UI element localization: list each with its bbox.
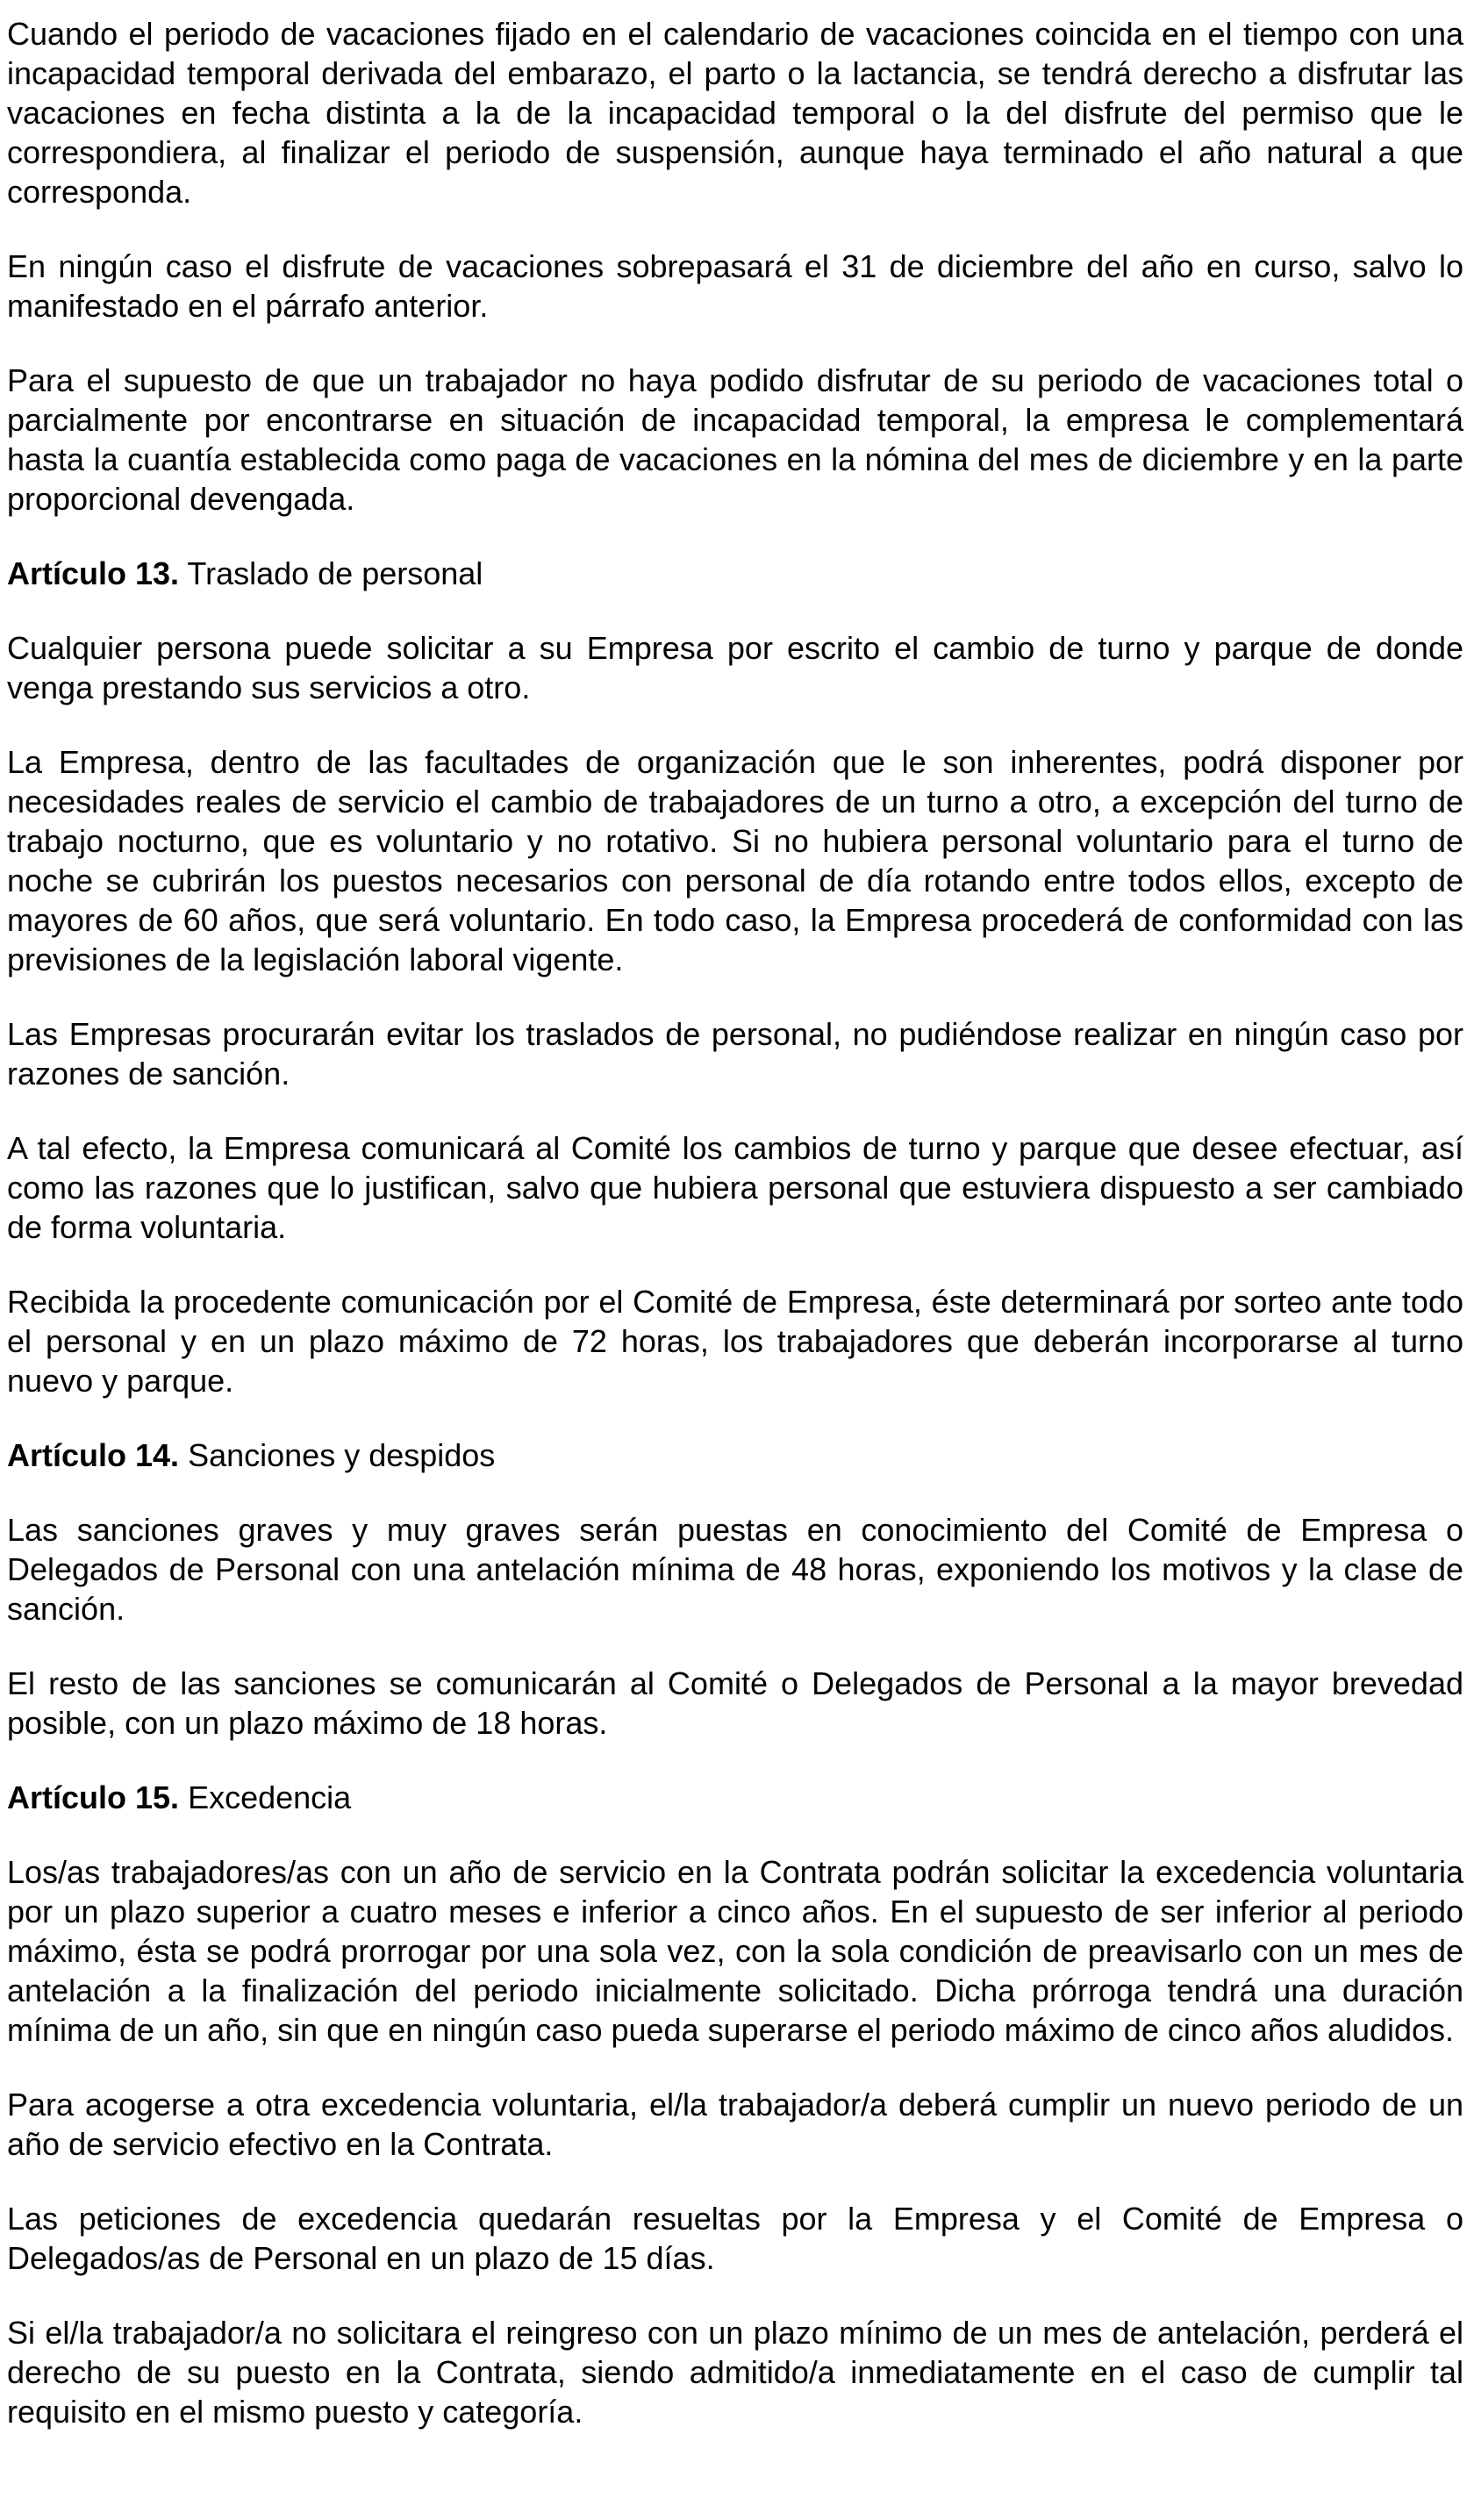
article-title: Excedencia xyxy=(188,1779,352,1815)
paragraph: Las peticiones de excedencia quedarán resueltas por la Empresa y el Comité de Empresa o Delegados/as de Personal en un plazo de 15 días. xyxy=(7,2201,1463,2276)
paragraph: Cuando el periodo de vacaciones fijado en el calendario de vacaciones coincida en el tiempo con una incapacidad temporal derivada del embarazo, el parto o la lactancia, se tendrá derecho a disfrutar las vacaciones en fecha distinta a la de la incapacidad temporal o la del disfrute del permiso que le correspondiera, al finalizar el periodo de suspensión, aunque haya terminado el año natural a que corresponda. xyxy=(7,16,1463,210)
paragraph: Las sanciones graves y muy graves serán puestas en conocimiento del Comité de Empresa o Delegados de Personal con una antelación mínima de 48 horas, exponiendo los motivos y la clase de sanción. xyxy=(7,1512,1463,1627)
paragraph: La Empresa, dentro de las facultades de organización que le son inherentes, podrá disponer por necesidades reales de servicio el cambio de trabajadores de un turno a otro, a excepción del turno de trabajo nocturno, que es voluntario y no rotativo. Si no hubiera personal voluntario para el turno de noche se cubrirán los puestos necesarios con personal de día rotando entre todos ellos, excepto de mayores de 60 años, que será voluntario. En todo caso, la Empresa procederá de conformidad con las previsiones de la legislación laboral vigente. xyxy=(7,744,1463,977)
paragraph: Si el/la trabajador/a no solicitara el reingreso con un plazo mínimo de un mes de antelación, perderá el derecho de su puesto en la Contrata, siendo admitido/a inmediatamente en el caso de cumplir tal requisito en el mismo puesto y categoría. xyxy=(7,2315,1463,2430)
article-heading xyxy=(7,554,1463,593)
article-title: Sanciones y despidos xyxy=(188,1437,496,1473)
paragraph: A tal efecto, la Empresa comunicará al Comité los cambios de turno y parque que desee efectuar, así como las razones que lo justifican, salvo que hubiera personal que estuviera dispuesto a ser cambiado de forma voluntaria. xyxy=(7,1130,1463,1245)
paragraph: En ningún caso el disfrute de vacaciones sobrepasará el 31 de diciembre del año en curso, salvo lo manifestado en el párrafo anterior. xyxy=(7,248,1463,324)
paragraph: Los/as trabajadores/as con un año de servicio en la Contrata podrán solicitar la excedencia voluntaria por un plazo superior a cuatro meses e inferior a cinco años. En el supuesto de ser inferior al periodo máximo, ésta se podrá prorrogar por una sola vez, con la sola condición de preavisarlo con un mes de antelación a la finalización del periodo inicialmente solicitado. Dicha prórroga tendrá una duración mínima de un año, sin que en ningún caso pueda superarse el periodo máximo de cinco años aludidos. xyxy=(7,1854,1463,2048)
article-title: Traslado de personal xyxy=(187,555,483,591)
paragraph: Para acogerse a otra excedencia voluntaria, el/la trabajador/a deberá cumplir un nuevo periodo de un año de servicio efectivo en la Contrata. xyxy=(7,2087,1463,2162)
article-number: Artículo 13. xyxy=(7,555,180,591)
paragraph: Cualquier persona puede solicitar a su Empresa por escrito el cambio de turno y parque de donde venga prestando sus servicios a otro. xyxy=(7,630,1463,705)
paragraph: El resto de las sanciones se comunicarán al Comité o Delegados de Personal a la mayor brevedad posible, con un plazo máximo de 18 horas. xyxy=(7,1665,1463,1741)
article-number: Artículo 14. xyxy=(7,1437,180,1473)
paragraph: Las Empresas procurarán evitar los traslados de personal, no pudiéndose realizar en ningún caso por razones de sanción. xyxy=(7,1016,1463,1092)
paragraph: Para el supuesto de que un trabajador no haya podido disfrutar de su periodo de vacaciones total o parcialmente por encontrarse en situación de incapacidad temporal, la empresa le complementará hasta la cuantía establecida como paga de vacaciones en la nómina del mes de diciembre y en la parte proporcional devengada. xyxy=(7,362,1463,517)
article-number: Artículo 15. xyxy=(7,1779,180,1815)
paragraph: Recibida la procedente comunicación por el Comité de Empresa, éste determinará por sorteo ante todo el personal y en un plazo máximo de 72 horas, los trabajadores que deberán incorporarse al turno nuevo y parque. xyxy=(7,1284,1463,1399)
article-heading xyxy=(7,1435,1463,1475)
article-heading xyxy=(7,1778,1463,1817)
